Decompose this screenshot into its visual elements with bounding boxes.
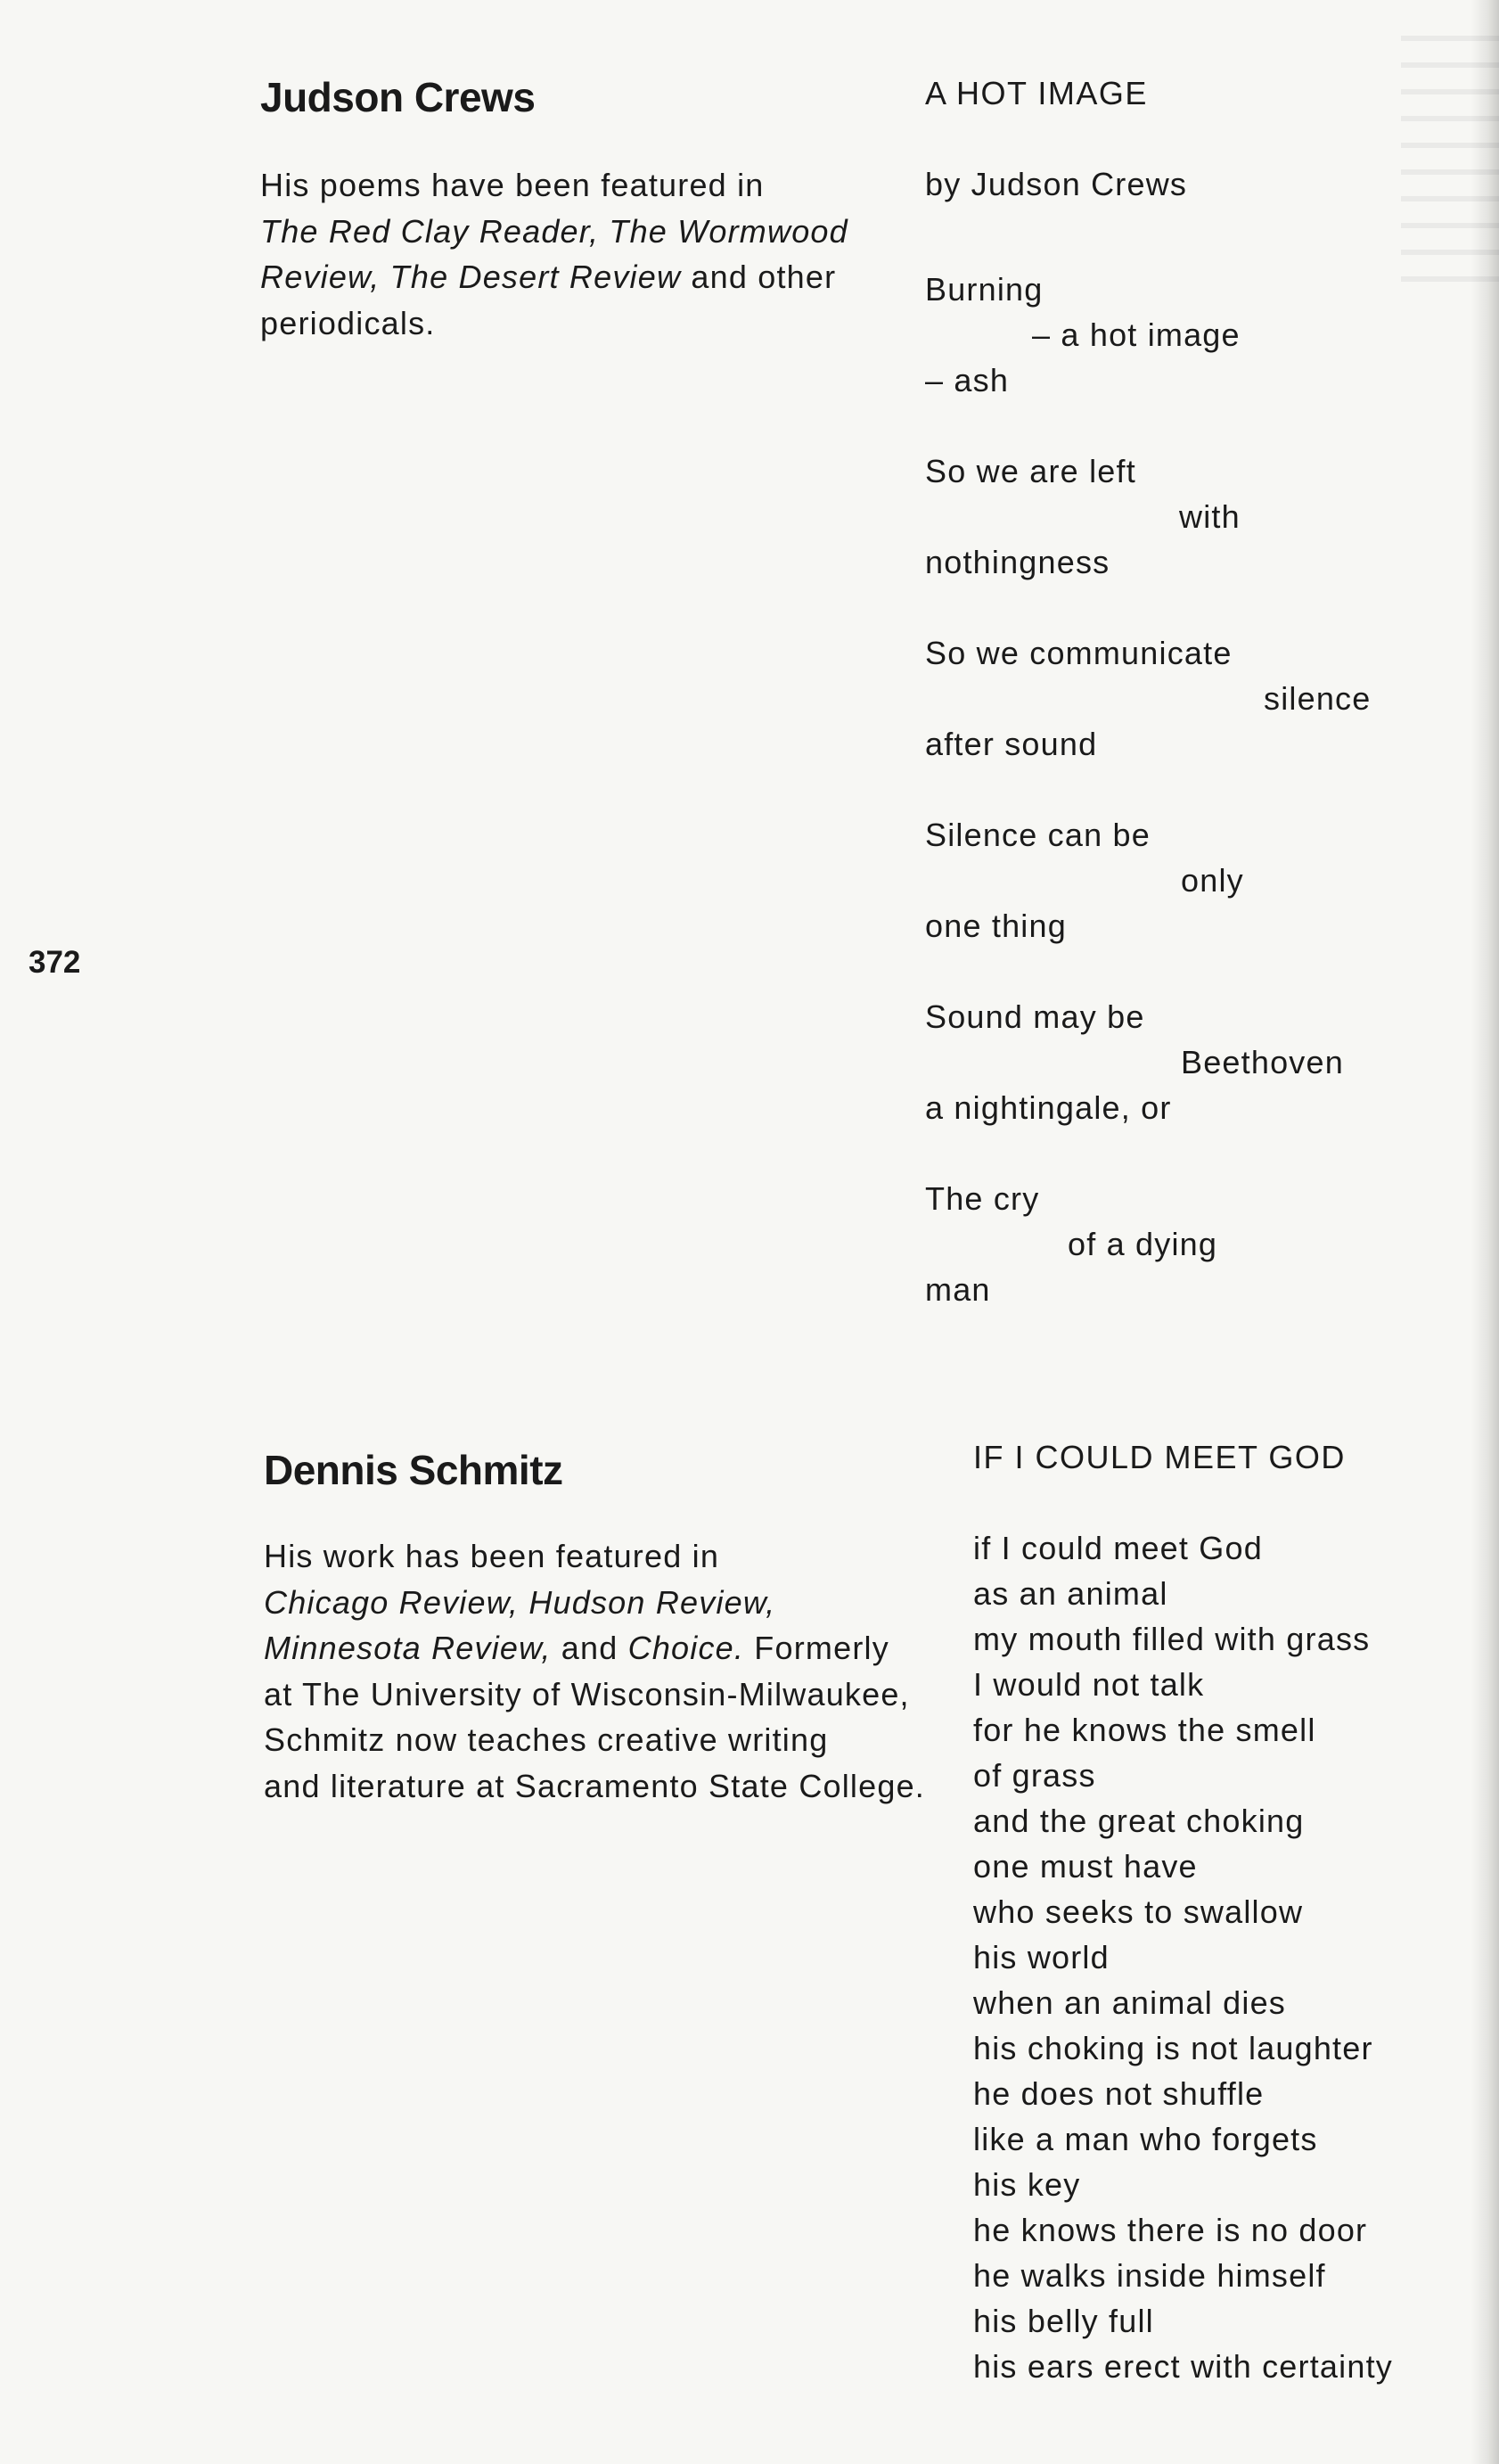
poem-line: after sound xyxy=(925,726,1098,762)
bio-line xyxy=(260,209,848,255)
author-name: Dennis Schmitz xyxy=(264,1447,563,1493)
poem-title: A HOT IMAGE xyxy=(925,75,1148,111)
poem-line: Silence can be xyxy=(925,817,1151,853)
bio-text-run: and other xyxy=(681,259,837,295)
poem-line: I would not talk xyxy=(973,1666,1205,1703)
bio-text-run: Formerly xyxy=(744,1630,889,1666)
bio-italic-run: Choice. xyxy=(627,1630,745,1666)
poem-line: one must have xyxy=(973,1848,1198,1885)
poem-title: IF I COULD MEET GOD xyxy=(973,1439,1346,1475)
bio-italic-run: Chicago Review, Hudson Review, xyxy=(264,1583,776,1621)
poem-line: when an animal dies xyxy=(973,1984,1287,2021)
poem-line: he does not shuffle xyxy=(973,2075,1265,2112)
bio-line xyxy=(264,1717,925,1763)
poem-line: like a man who forgets xyxy=(973,2121,1318,2157)
poem-line: his belly full xyxy=(973,2303,1154,2339)
poem-line: silence xyxy=(1264,680,1372,717)
bio-line xyxy=(264,1763,925,1810)
bio-italic-run: The Red Clay Reader, The Wormwood xyxy=(260,212,848,250)
poem-line: one thing xyxy=(925,908,1067,944)
poem-line: with xyxy=(1179,498,1241,535)
poem-line: of grass xyxy=(973,1757,1096,1794)
poem-line: nothingness xyxy=(925,544,1110,580)
poem-line: Beethoven xyxy=(1181,1044,1344,1080)
poem-line: he walks inside himself xyxy=(973,2257,1326,2294)
poem-line: The cry xyxy=(925,1180,1040,1217)
author-bio xyxy=(260,162,848,346)
poem-line: as an animal xyxy=(973,1575,1168,1612)
bio-line xyxy=(260,254,848,300)
poem-line: his ears erect with certainty xyxy=(973,2348,1393,2385)
author-bio xyxy=(264,1533,925,1809)
poem-line: his choking is not laughter xyxy=(973,2030,1373,2066)
poem-line: – a hot image xyxy=(1032,316,1241,353)
bio-line xyxy=(260,300,848,347)
page-number: 372 xyxy=(29,945,81,980)
bio-line xyxy=(264,1533,925,1580)
bio-text-run: and literature at Sacramento State College. xyxy=(264,1767,925,1804)
poem-line: my mouth filled with grass xyxy=(973,1621,1371,1657)
poem-line: man xyxy=(925,1271,991,1308)
poem-line: his key xyxy=(973,2166,1081,2203)
bio-line xyxy=(264,1671,925,1718)
author-name: Judson Crews xyxy=(260,74,536,120)
poem-line: a nightingale, or xyxy=(925,1089,1172,1126)
poem-line: of a dying xyxy=(1068,1226,1218,1262)
poem-line: if I could meet God xyxy=(973,1530,1263,1566)
poem-line: – ash xyxy=(925,362,1010,398)
bio-line xyxy=(264,1625,925,1671)
bio-text-run: at The University of Wisconsin-Milwaukee, xyxy=(264,1675,910,1712)
poem-line: So we communicate xyxy=(925,635,1233,671)
bio-italic-run: Review, The Desert Review xyxy=(260,259,682,295)
bio-line xyxy=(260,162,848,209)
poem-line: Burning xyxy=(925,271,1044,308)
bio-text-run: periodicals. xyxy=(260,304,436,341)
poem-line: who seeks to swallow xyxy=(973,1893,1304,1930)
bio-italic-run: Minnesota Review, xyxy=(264,1630,552,1666)
poem-line: only xyxy=(1181,862,1244,899)
poem-line: his world xyxy=(973,1939,1110,1975)
poem-line: So we are left xyxy=(925,453,1136,489)
poem-byline: by Judson Crews xyxy=(925,166,1188,202)
poem-body xyxy=(973,0,1472,2464)
bio-text-run: His poems have been featured in xyxy=(260,167,765,203)
bio-text-run: and xyxy=(551,1630,628,1666)
poem-line: and the great choking xyxy=(973,1803,1305,1839)
poem-line: he knows there is no door xyxy=(973,2212,1368,2248)
poem-line: for he knows the smell xyxy=(973,1712,1316,1748)
page-edge-shadow xyxy=(1470,0,1499,2464)
bio-line xyxy=(264,1580,925,1626)
poem-line: Sound may be xyxy=(925,998,1145,1035)
bio-text-run: Schmitz now teaches creative writing xyxy=(264,1721,829,1758)
bio-text-run: His work has been featured in xyxy=(264,1538,720,1574)
